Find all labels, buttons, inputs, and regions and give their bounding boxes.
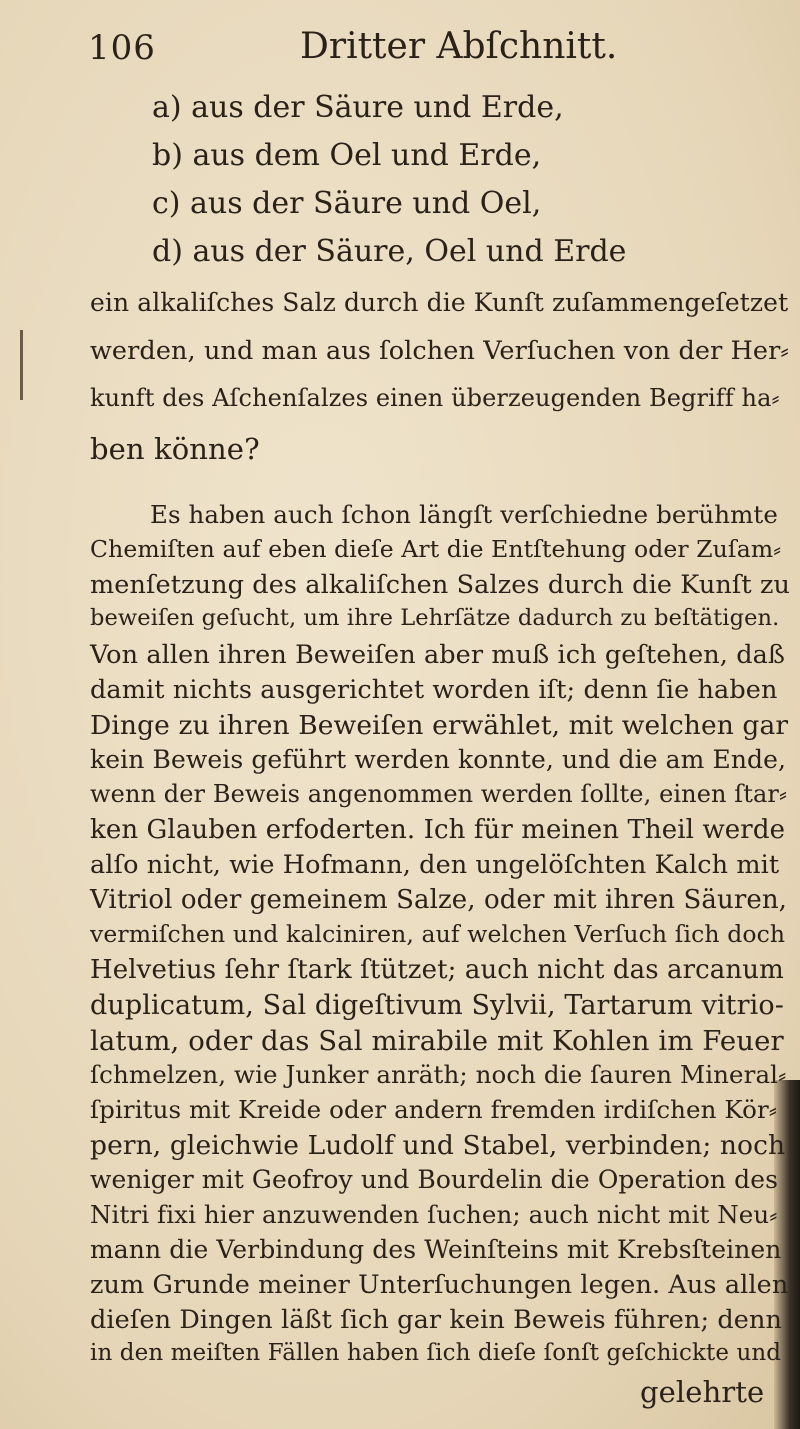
text-line: werden, und man aus ſolchen Verſuchen von der Her⸗ xyxy=(90,336,789,366)
text-line: latum, oder das Sal mirabile mit Kohlen im Feuer xyxy=(90,1025,784,1057)
margin-mark xyxy=(20,330,23,400)
text-line: in den meiſten Fällen haben ſich dieſe ſonſt geſchickte und xyxy=(90,1340,782,1366)
text-line: pern, gleichwie Ludolf und Stabel, verbinden; noch xyxy=(90,1130,786,1161)
text-line: mann die Verbindung des Weinſteins mit Krebsſteinen xyxy=(90,1235,782,1264)
text-line: weniger mit Geofroy und Bourdelin die Operation des xyxy=(90,1165,779,1194)
text-line: Es haben auch ſchon längſt verſchiedne berühmte xyxy=(150,500,778,529)
text-line: ſchmelzen, wie Junker anräth; noch die ſauren Mineral⸗ xyxy=(90,1060,787,1089)
text-line: alſo nicht, wie Hofmann, den ungelöſchten Kalch mit xyxy=(90,850,780,880)
text-line: menſetzung des alkaliſchen Salzes durch die Kunſt zu xyxy=(90,570,791,600)
text-line: Vitriol oder gemeinem Salze, oder mit ihren Säuren, xyxy=(90,885,788,915)
text-line: Nitri fixi hier anzuwenden ſuchen; auch nicht mit Neu⸗ xyxy=(90,1200,778,1229)
text-line: zum Grunde meiner Unterſuchungen legen. Aus allen xyxy=(90,1270,789,1300)
text-line: ben könne? xyxy=(90,432,260,466)
text-line: Helvetius ſehr ſtark ſtützet; auch nicht das arcanum xyxy=(90,955,784,985)
text-line: ſpiritus mit Kreide oder andern fremden irdiſchen Kör⸗ xyxy=(90,1095,778,1124)
text-line: damit nichts ausgerichtet worden iſt; denn ſie haben xyxy=(90,675,778,705)
list-item: c) aus der Säure und Oel, xyxy=(152,186,542,221)
text-line: kein Beweis geführt werden konnte, und die am Ende, xyxy=(90,745,787,774)
text-line: ken Glauben erfoderten. Ich für meinen Theil werde xyxy=(90,815,786,845)
text-line: wenn der Beweis angenommen werden ſollte, einen ſtar⸗ xyxy=(90,780,788,808)
text-line: dieſen Dingen läßt ſich gar kein Beweis führen; denn xyxy=(90,1305,783,1335)
text-line: beweiſen geſucht, um ihre Lehrſätze dadurch zu beſtätigen. xyxy=(90,605,780,631)
text-line: Chemiſten auf eben dieſe Art die Entſtehung oder Zuſam⸗ xyxy=(90,535,782,563)
list-item: a) aus der Säure und Erde, xyxy=(152,90,564,125)
page-header xyxy=(0,24,800,74)
list-item: d) aus der Säure, Oel und Erde xyxy=(152,234,627,269)
text-line: duplicatum, Sal digeſtivum Sylvii, Tartarum vitrio- xyxy=(90,990,784,1021)
text-line: Dinge zu ihren Beweiſen erwählet, mit welchen gar xyxy=(90,710,789,741)
text-line: kunft des Aſchenſalzes einen überzeugenden Begriff ha⸗ xyxy=(90,384,780,412)
text-line: vermiſchen und kalciniren, auf welchen Verſuch ſich doch xyxy=(90,920,786,948)
page-number: 106 xyxy=(88,28,156,68)
running-title: Dritter Abſchnitt. xyxy=(300,26,618,67)
catchword: gelehrte xyxy=(640,1375,765,1409)
list-item: b) aus dem Oel und Erde, xyxy=(152,138,542,173)
text-line: Von allen ihren Beweiſen aber muß ich geſtehen, daß xyxy=(90,640,786,670)
text-line: ein alkaliſches Salz durch die Kunſt zuſammengeſetzet xyxy=(90,288,789,317)
